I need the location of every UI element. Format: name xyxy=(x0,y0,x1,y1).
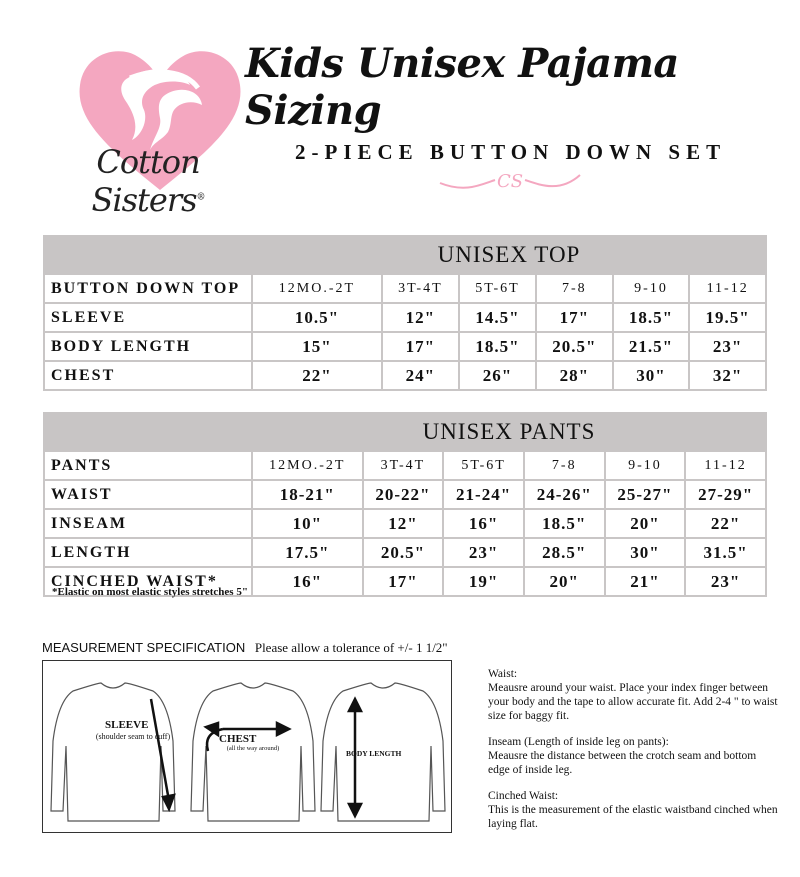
table-cell: 17" xyxy=(536,303,613,332)
size-header: 5T-6T xyxy=(459,274,536,303)
elastic-footnote: *Elastic on most elastic styles stretches 5" xyxy=(52,586,248,598)
table-cell: 25-27" xyxy=(605,480,686,509)
page-subtitle: 2-PIECE BUTTON DOWN SET xyxy=(295,140,727,164)
table-cell: 32" xyxy=(689,361,766,390)
shirt-outline-sleeve xyxy=(51,683,175,821)
row-label: CINCHED WAIST* xyxy=(44,567,252,596)
table-cell: 10.5" xyxy=(252,303,382,332)
sleeve-label: SLEEVE xyxy=(105,719,149,731)
table-cell: 19" xyxy=(443,567,524,596)
table-heading: UNISEX PANTS xyxy=(252,413,766,451)
size-header: 11-12 xyxy=(689,274,766,303)
table-cell: 20.5" xyxy=(536,332,613,361)
note-cinched-waist xyxy=(488,789,778,831)
table-row xyxy=(44,303,766,332)
table-cell: 21-24" xyxy=(443,480,524,509)
size-header: 7-8 xyxy=(524,451,605,480)
table-cell: 12" xyxy=(363,509,444,538)
table-row xyxy=(44,538,766,567)
table-cell: 23" xyxy=(443,538,524,567)
table-cell: 20.5" xyxy=(363,538,444,567)
table-cell: 24-26" xyxy=(524,480,605,509)
size-header: 7-8 xyxy=(536,274,613,303)
measurement-diagram xyxy=(42,660,452,833)
size-header: 3T-4T xyxy=(363,451,444,480)
note-text: This is the measurement of the elastic waistband cinched when laying flat. xyxy=(488,804,778,830)
table-row xyxy=(44,509,766,538)
table-cell: 20-22" xyxy=(363,480,444,509)
shirt-outline-chest xyxy=(191,683,315,821)
note-text: Meausre around your waist. Place your index finger between your body and the tape to allow accurate fit. Add 2-4 " to waist size for baggy fit. xyxy=(488,682,778,722)
table-cell: 31.5" xyxy=(685,538,766,567)
table-cell: 20" xyxy=(524,567,605,596)
table-cell: 16" xyxy=(443,509,524,538)
unisex-top-table xyxy=(43,235,767,391)
measurement-heading xyxy=(42,640,448,656)
row-label: CHEST xyxy=(44,361,252,390)
table-cell: 17.5" xyxy=(252,538,363,567)
size-header: 9-10 xyxy=(613,274,690,303)
table-cell: 23" xyxy=(685,567,766,596)
table-cell: 24" xyxy=(382,361,459,390)
table-cell: 30" xyxy=(605,538,686,567)
table-row xyxy=(44,332,766,361)
table-row xyxy=(44,361,766,390)
chest-note: (all the way around) xyxy=(226,745,280,752)
page-title: Kids Unisex Pajama Sizing xyxy=(245,40,679,134)
note-inseam xyxy=(488,735,778,777)
table-cell: 14.5" xyxy=(459,303,536,332)
table-cell: 22" xyxy=(252,361,382,390)
table-cell: 26" xyxy=(459,361,536,390)
row-label: SLEEVE xyxy=(44,303,252,332)
table-cell: 17" xyxy=(363,567,444,596)
table-cell: 15" xyxy=(252,332,382,361)
table-row xyxy=(44,480,766,509)
table-cell: 12" xyxy=(382,303,459,332)
table-cell: 27-29" xyxy=(685,480,766,509)
size-header: 12MO.-2T xyxy=(252,274,382,303)
table-heading-row xyxy=(44,413,766,451)
tolerance-note: Please allow a tolerance of +/- 1 1/2" xyxy=(254,640,448,655)
unisex-pants-table xyxy=(43,412,767,597)
table-row xyxy=(44,451,766,480)
table-cell: 10" xyxy=(252,509,363,538)
note-heading: Inseam (Length of inside leg on pants): xyxy=(488,736,669,748)
brand-name: Cotton Sisters® xyxy=(91,143,205,219)
chest-label: CHEST xyxy=(219,733,257,745)
row-label: BODY LENGTH xyxy=(44,332,252,361)
size-header: 12MO.-2T xyxy=(252,451,363,480)
measurement-notes xyxy=(488,667,778,843)
table-cell: 17" xyxy=(382,332,459,361)
table-cell: 18.5" xyxy=(524,509,605,538)
flourish-monogram: CS xyxy=(497,171,524,192)
size-header: 3T-4T xyxy=(382,274,459,303)
table-cell: 21" xyxy=(605,567,686,596)
sleeve-note: (shoulder seam to cuff) xyxy=(95,732,171,741)
row-label: LENGTH xyxy=(44,538,252,567)
table-cell: 21.5" xyxy=(613,332,690,361)
note-heading: Cinched Waist: xyxy=(488,790,559,802)
table-cell: 18-21" xyxy=(252,480,363,509)
table-row xyxy=(44,274,766,303)
table-cell: 23" xyxy=(689,332,766,361)
size-header: 11-12 xyxy=(685,451,766,480)
table-cell: 20" xyxy=(605,509,686,538)
note-text: Meausre the distance between the crotch seam and bottom edge of inside leg. xyxy=(488,750,757,776)
measurement-title: MEASUREMENT SPECIFICATION xyxy=(42,640,246,655)
table-cell: 28" xyxy=(536,361,613,390)
note-waist xyxy=(488,667,778,723)
table-cell: 18.5" xyxy=(459,332,536,361)
row-label: BUTTON DOWN TOP xyxy=(44,274,252,303)
row-label: INSEAM xyxy=(44,509,252,538)
table-heading: UNISEX TOP xyxy=(252,236,766,274)
table-cell: 16" xyxy=(252,567,363,596)
table-cell: 30" xyxy=(613,361,690,390)
table-cell: 19.5" xyxy=(689,303,766,332)
size-header: 5T-6T xyxy=(443,451,524,480)
row-label: PANTS xyxy=(44,451,252,480)
note-heading: Waist: xyxy=(488,668,518,680)
table-cell: 22" xyxy=(685,509,766,538)
table-heading-row xyxy=(44,236,766,274)
size-header: 9-10 xyxy=(605,451,686,480)
body-length-label: BODY LENGTH xyxy=(346,749,402,758)
table-cell: 28.5" xyxy=(524,538,605,567)
flourish-ornament xyxy=(435,165,585,195)
row-label: WAIST xyxy=(44,480,252,509)
table-cell: 18.5" xyxy=(613,303,690,332)
